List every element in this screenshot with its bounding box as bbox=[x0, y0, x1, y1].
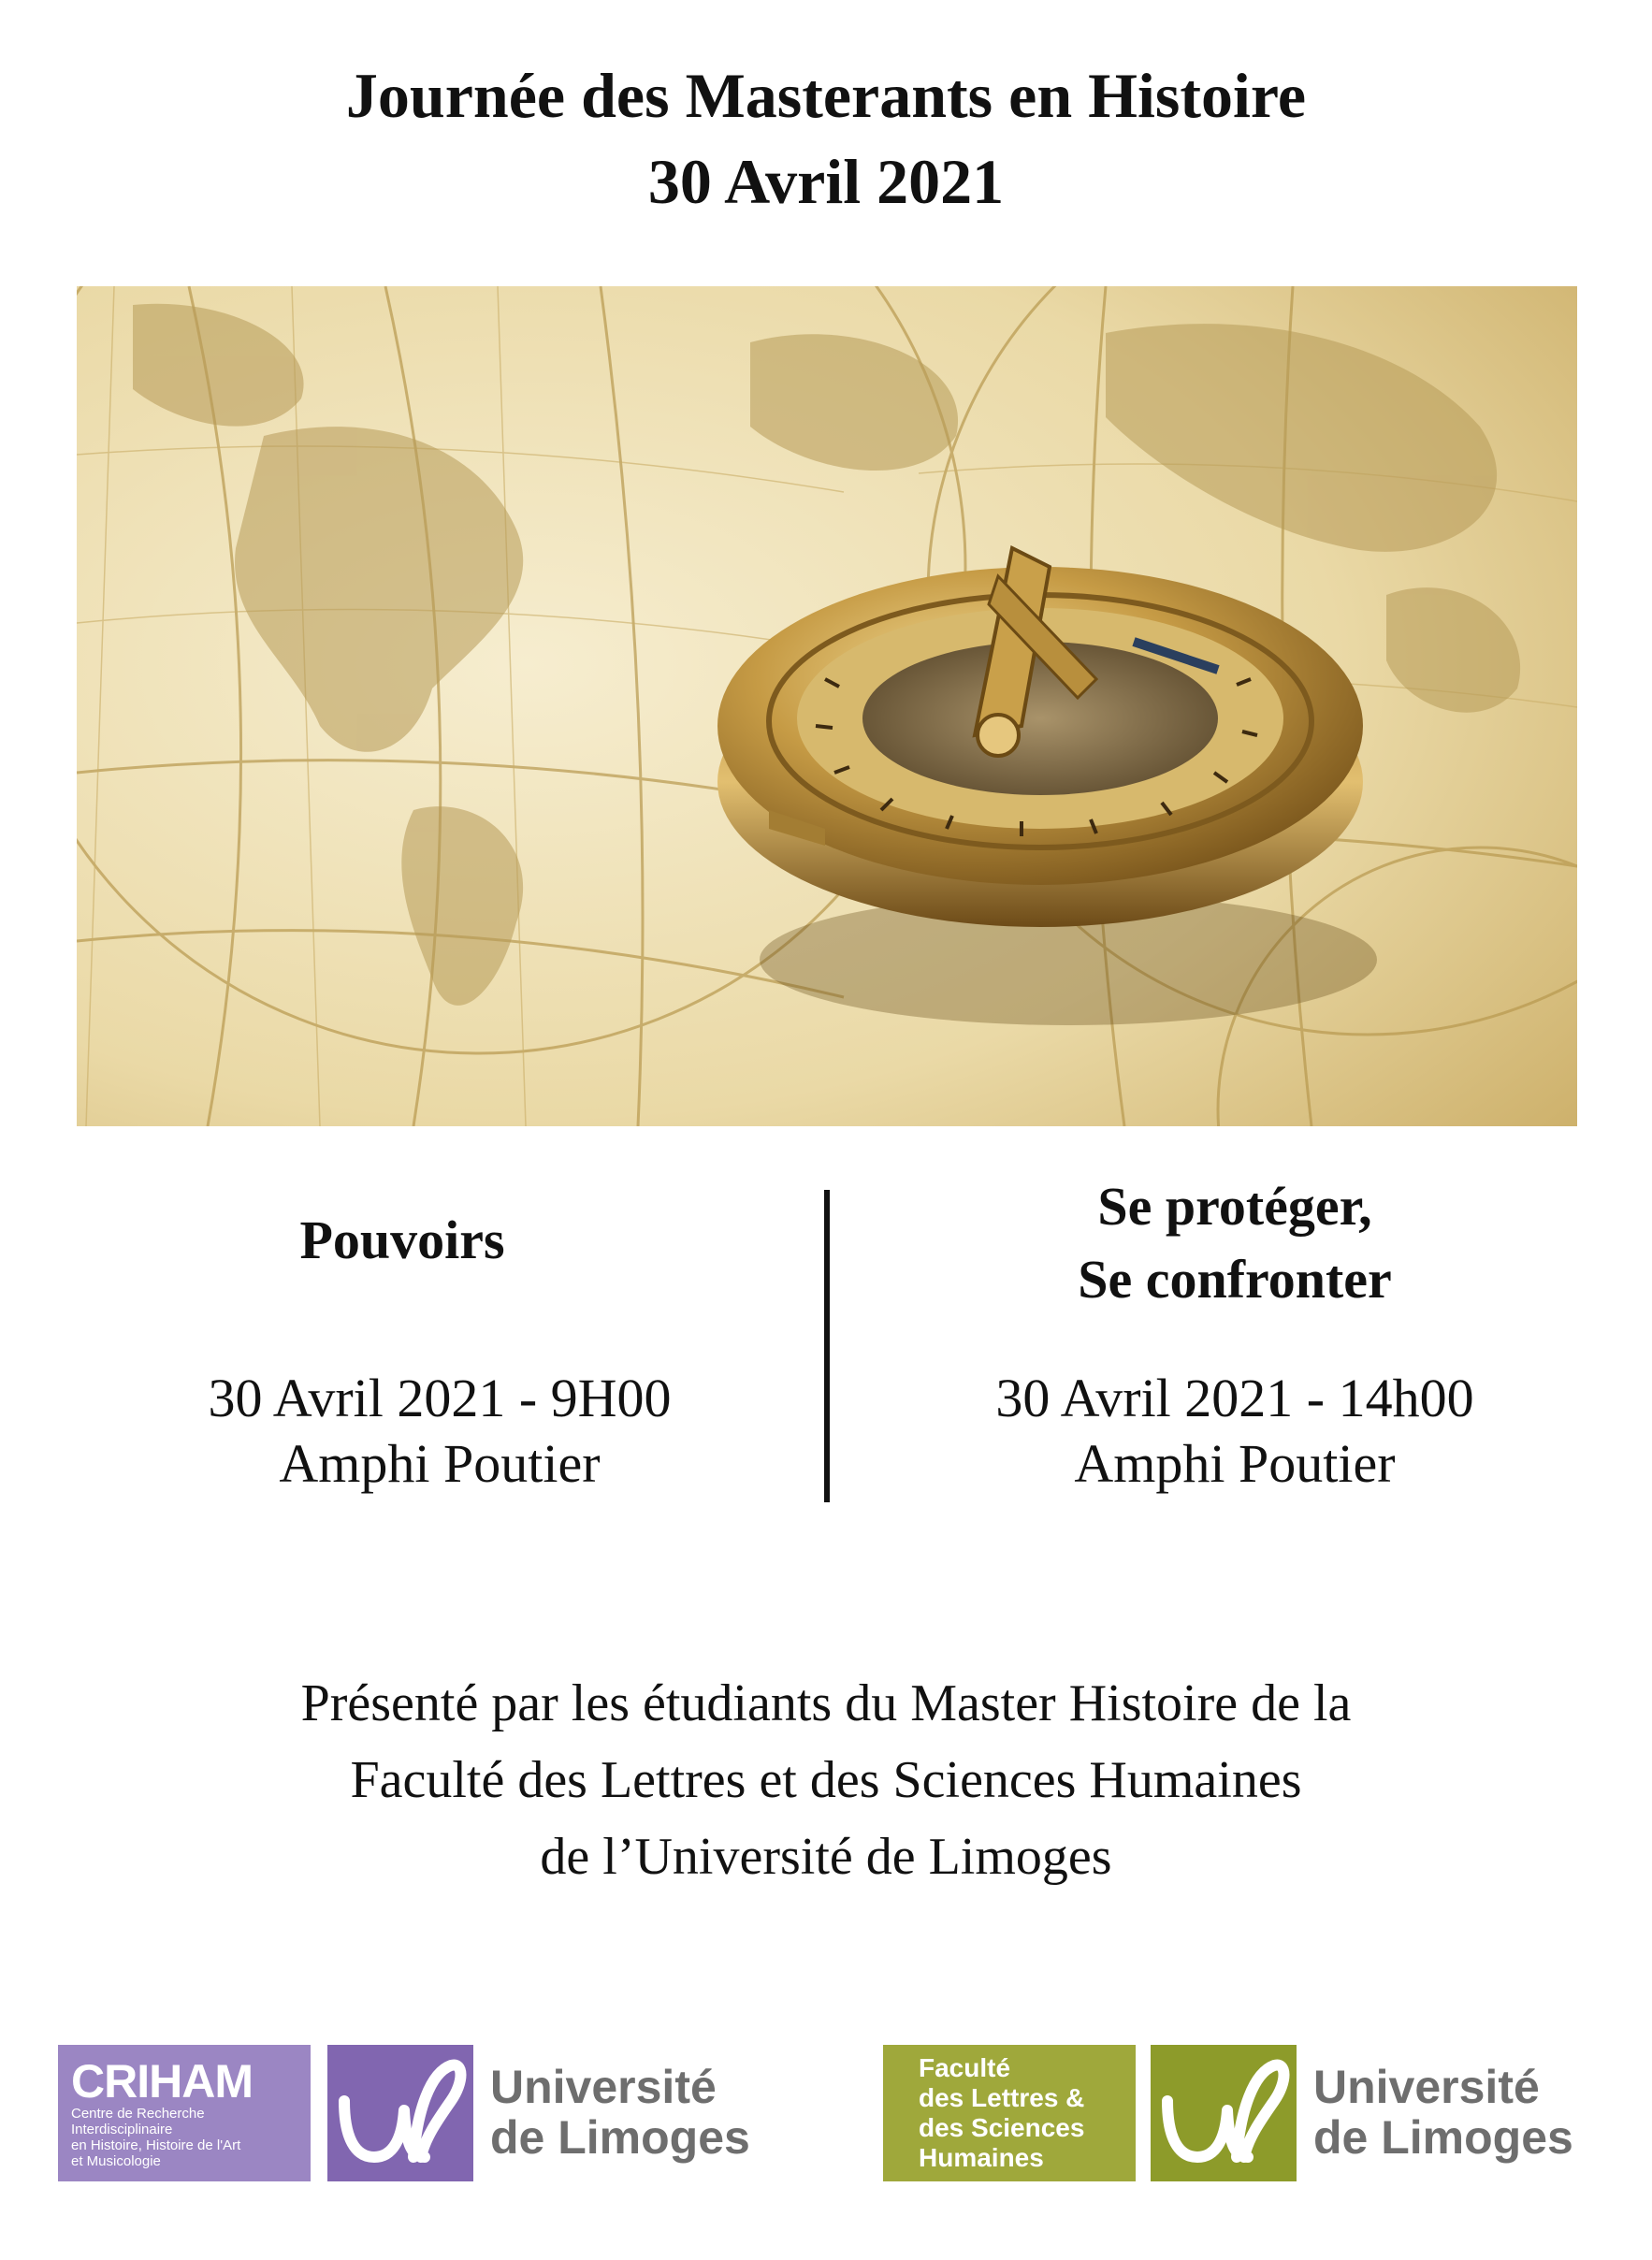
flsh-line-1: Faculté bbox=[919, 2053, 1011, 2082]
compass-sundial-map-photo bbox=[77, 286, 1577, 1126]
presented-line-1: Présenté par les étudiants du Master Histoire de la bbox=[300, 1674, 1352, 1732]
presented-line-2: Faculté des Lettres et des Sciences Humaines bbox=[350, 1751, 1302, 1809]
flsh-line-4: Humaines bbox=[919, 2143, 1044, 2172]
univ-name-left-line1: Université bbox=[490, 2061, 717, 2113]
session-2-datetime: 30 Avril 2021 - 14h00 bbox=[995, 1368, 1474, 1428]
ul-monogram-logo-olive bbox=[1151, 2045, 1297, 2181]
flsh-logo bbox=[883, 2045, 1136, 2181]
criham-logo bbox=[58, 2045, 311, 2181]
criham-sub-3: en Histoire, Histoire de l'Art bbox=[71, 2137, 241, 2153]
session-2-title-line1: Se protéger, bbox=[1097, 1176, 1372, 1237]
ul-monogram-logo-purple bbox=[327, 2045, 473, 2181]
criham-name: CRIHAM bbox=[71, 2055, 253, 2108]
flsh-line-3: des Sciences bbox=[919, 2113, 1085, 2142]
flsh-line-2: des Lettres & bbox=[919, 2083, 1085, 2112]
univ-name-right-line1: Université bbox=[1313, 2061, 1540, 2113]
sessions-divider bbox=[824, 1190, 830, 1502]
criham-sub-4: et Musicologie bbox=[71, 2153, 161, 2169]
session-1-place: Amphi Poutier bbox=[279, 1433, 601, 1494]
presented-line-3: de l’Université de Limoges bbox=[540, 1828, 1112, 1886]
criham-sub-2: Interdisciplinaire bbox=[71, 2122, 173, 2137]
univ-name-right-line2: de Limoges bbox=[1313, 2111, 1573, 2164]
session-1-datetime: 30 Avril 2021 - 9H00 bbox=[208, 1368, 672, 1428]
univ-name-left-line2: de Limoges bbox=[490, 2111, 750, 2164]
page-title: Journée des Masterants en Histoire bbox=[345, 60, 1307, 131]
criham-sub-1: Centre de Recherche bbox=[71, 2106, 205, 2122]
event-date: 30 Avril 2021 bbox=[647, 146, 1005, 217]
session-2-place: Amphi Poutier bbox=[1074, 1433, 1396, 1494]
session-1-title: Pouvoirs bbox=[299, 1210, 505, 1270]
session-2-title-line2: Se confronter bbox=[1078, 1249, 1392, 1310]
